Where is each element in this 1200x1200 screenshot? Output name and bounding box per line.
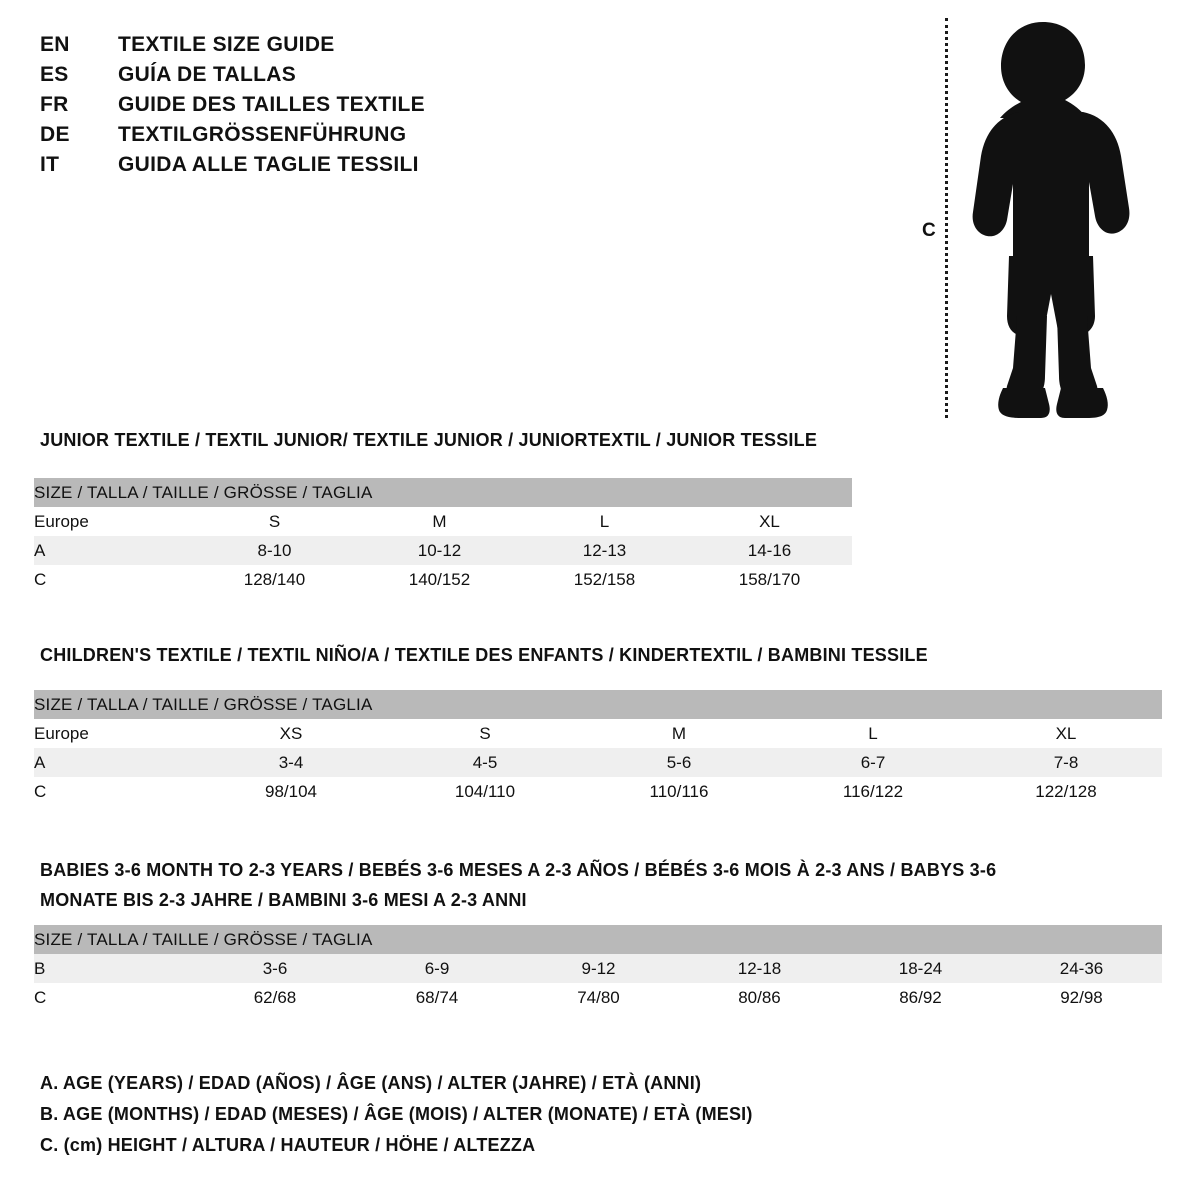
- children-c-l: 116/122: [776, 777, 970, 806]
- language-code-it: IT: [40, 153, 60, 176]
- babies-b-6-9: 6-9: [356, 954, 518, 983]
- section-title-babies: BABIES 3-6 MONTH TO 2-3 YEARS / BEBÉS 3-6 MESES A 2-3 AÑOS / BÉBÉS 3-6 MOIS À 2-3 ANS / BABYS 3-6 MONATE BIS 2-3 JAHRE / BAMBINI 3-6 MESI A 2-3 ANNI: [40, 860, 997, 910]
- babies-b-18-24: 18-24: [840, 954, 1001, 983]
- children-a-l: 6-7: [776, 748, 970, 777]
- table-row: [34, 536, 852, 565]
- babies-row-b-label: B: [34, 954, 194, 983]
- junior-europe-s: S: [192, 507, 357, 536]
- babies-c-18-24: 86/92: [840, 983, 1001, 1012]
- children-a-xl: 7-8: [970, 748, 1162, 777]
- junior-europe-m: M: [357, 507, 522, 536]
- babies-c-6-9: 68/74: [356, 983, 518, 1012]
- section-title-junior: JUNIOR TEXTILE / TEXTIL JUNIOR/ TEXTILE JUNIOR / JUNIORTEXTIL / JUNIOR TESSILE: [40, 430, 818, 450]
- children-row-c-label: C: [34, 777, 194, 806]
- babies-b-24-36: 24-36: [1001, 954, 1162, 983]
- junior-size-table: [34, 478, 852, 594]
- language-text-fr: GUIDE DES TAILLES TEXTILE: [118, 93, 425, 116]
- junior-a-l: 12-13: [522, 536, 687, 565]
- language-text-de: TEXTILGRÖSSENFÜHRUNG: [118, 123, 407, 146]
- children-c-xl: 122/128: [970, 777, 1162, 806]
- junior-c-l: 152/158: [522, 565, 687, 594]
- language-text-es: GUÍA DE TALLAS: [118, 63, 297, 86]
- children-europe-xl: XL: [970, 719, 1162, 748]
- junior-row-europe-label: Europe: [34, 507, 192, 536]
- height-measure-label: C: [922, 220, 936, 241]
- legend-row-a: A. AGE (YEARS) / EDAD (AÑOS) / ÂGE (ANS) / ALTER (JAHRE) / ETÀ (ANNI): [40, 1073, 702, 1093]
- table-row: [34, 748, 1162, 777]
- junior-row-a-label: A: [34, 536, 192, 565]
- language-row-en: [40, 30, 600, 60]
- babies-c-24-36: 92/98: [1001, 983, 1162, 1012]
- junior-a-xl: 14-16: [687, 536, 852, 565]
- children-europe-s: S: [388, 719, 582, 748]
- height-measure-figure: [900, 8, 1150, 428]
- language-row-es: [40, 60, 600, 90]
- section-title-children: CHILDREN'S TEXTILE / TEXTIL NIÑO/A / TEXTILE DES ENFANTS / KINDERTEXTIL / BAMBINI TESSILE: [40, 645, 928, 665]
- children-europe-m: M: [582, 719, 776, 748]
- language-row-fr: [40, 90, 600, 120]
- babies-c-9-12: 74/80: [518, 983, 679, 1012]
- babies-c-3-6: 62/68: [194, 983, 356, 1012]
- junior-a-m: 10-12: [357, 536, 522, 565]
- children-europe-xs: XS: [194, 719, 388, 748]
- children-c-xs: 98/104: [194, 777, 388, 806]
- children-table-band-row: [34, 690, 1162, 719]
- babies-c-12-18: 80/86: [679, 983, 840, 1012]
- table-row: [34, 983, 1162, 1012]
- table-row: [34, 777, 1162, 806]
- language-row-it: [40, 150, 600, 180]
- babies-b-9-12: 9-12: [518, 954, 679, 983]
- junior-c-xl: 158/170: [687, 565, 852, 594]
- junior-table-band-row: [34, 478, 852, 507]
- table-row: [34, 719, 1162, 748]
- children-a-xs: 3-4: [194, 748, 388, 777]
- children-row-a-label: A: [34, 748, 194, 777]
- language-code-en: EN: [40, 33, 70, 56]
- child-silhouette-icon: [955, 16, 1135, 426]
- children-row-europe-label: Europe: [34, 719, 194, 748]
- language-code-de: DE: [40, 123, 70, 146]
- babies-b-12-18: 12-18: [679, 954, 840, 983]
- junior-europe-xl: XL: [687, 507, 852, 536]
- children-c-s: 104/110: [388, 777, 582, 806]
- legend-block: [40, 1068, 1140, 1161]
- babies-size-table: [34, 925, 1162, 1012]
- language-code-fr: FR: [40, 93, 69, 116]
- legend-row-c: C. (cm) HEIGHT / ALTURA / HAUTEUR / HÖHE / ALTEZZA: [40, 1135, 536, 1155]
- babies-b-3-6: 3-6: [194, 954, 356, 983]
- children-europe-l: L: [776, 719, 970, 748]
- junior-a-s: 8-10: [192, 536, 357, 565]
- children-c-m: 110/116: [582, 777, 776, 806]
- junior-europe-l: L: [522, 507, 687, 536]
- table-row: [34, 954, 1162, 983]
- babies-row-c-label: C: [34, 983, 194, 1012]
- language-text-it: GUIDA ALLE TAGLIE TESSILI: [118, 153, 419, 176]
- junior-c-m: 140/152: [357, 565, 522, 594]
- babies-table-band-row: [34, 925, 1162, 954]
- language-title-block: [40, 30, 600, 180]
- children-a-m: 5-6: [582, 748, 776, 777]
- junior-row-c-label: C: [34, 565, 192, 594]
- language-text-en: TEXTILE SIZE GUIDE: [118, 33, 335, 56]
- table-row: [34, 565, 852, 594]
- children-a-s: 4-5: [388, 748, 582, 777]
- table-row: [34, 507, 852, 536]
- language-code-es: ES: [40, 63, 69, 86]
- babies-table-band-label: SIZE / TALLA / TAILLE / GRÖSSE / TAGLIA: [34, 925, 1162, 954]
- height-measure-dotted-line: [945, 18, 948, 418]
- children-size-table: [34, 690, 1162, 806]
- children-table-band-label: SIZE / TALLA / TAILLE / GRÖSSE / TAGLIA: [34, 690, 1162, 719]
- language-row-de: [40, 120, 600, 150]
- legend-row-b: B. AGE (MONTHS) / EDAD (MESES) / ÂGE (MOIS) / ALTER (MONATE) / ETÀ (MESI): [40, 1104, 753, 1124]
- junior-c-s: 128/140: [192, 565, 357, 594]
- junior-table-band-label: SIZE / TALLA / TAILLE / GRÖSSE / TAGLIA: [34, 478, 852, 507]
